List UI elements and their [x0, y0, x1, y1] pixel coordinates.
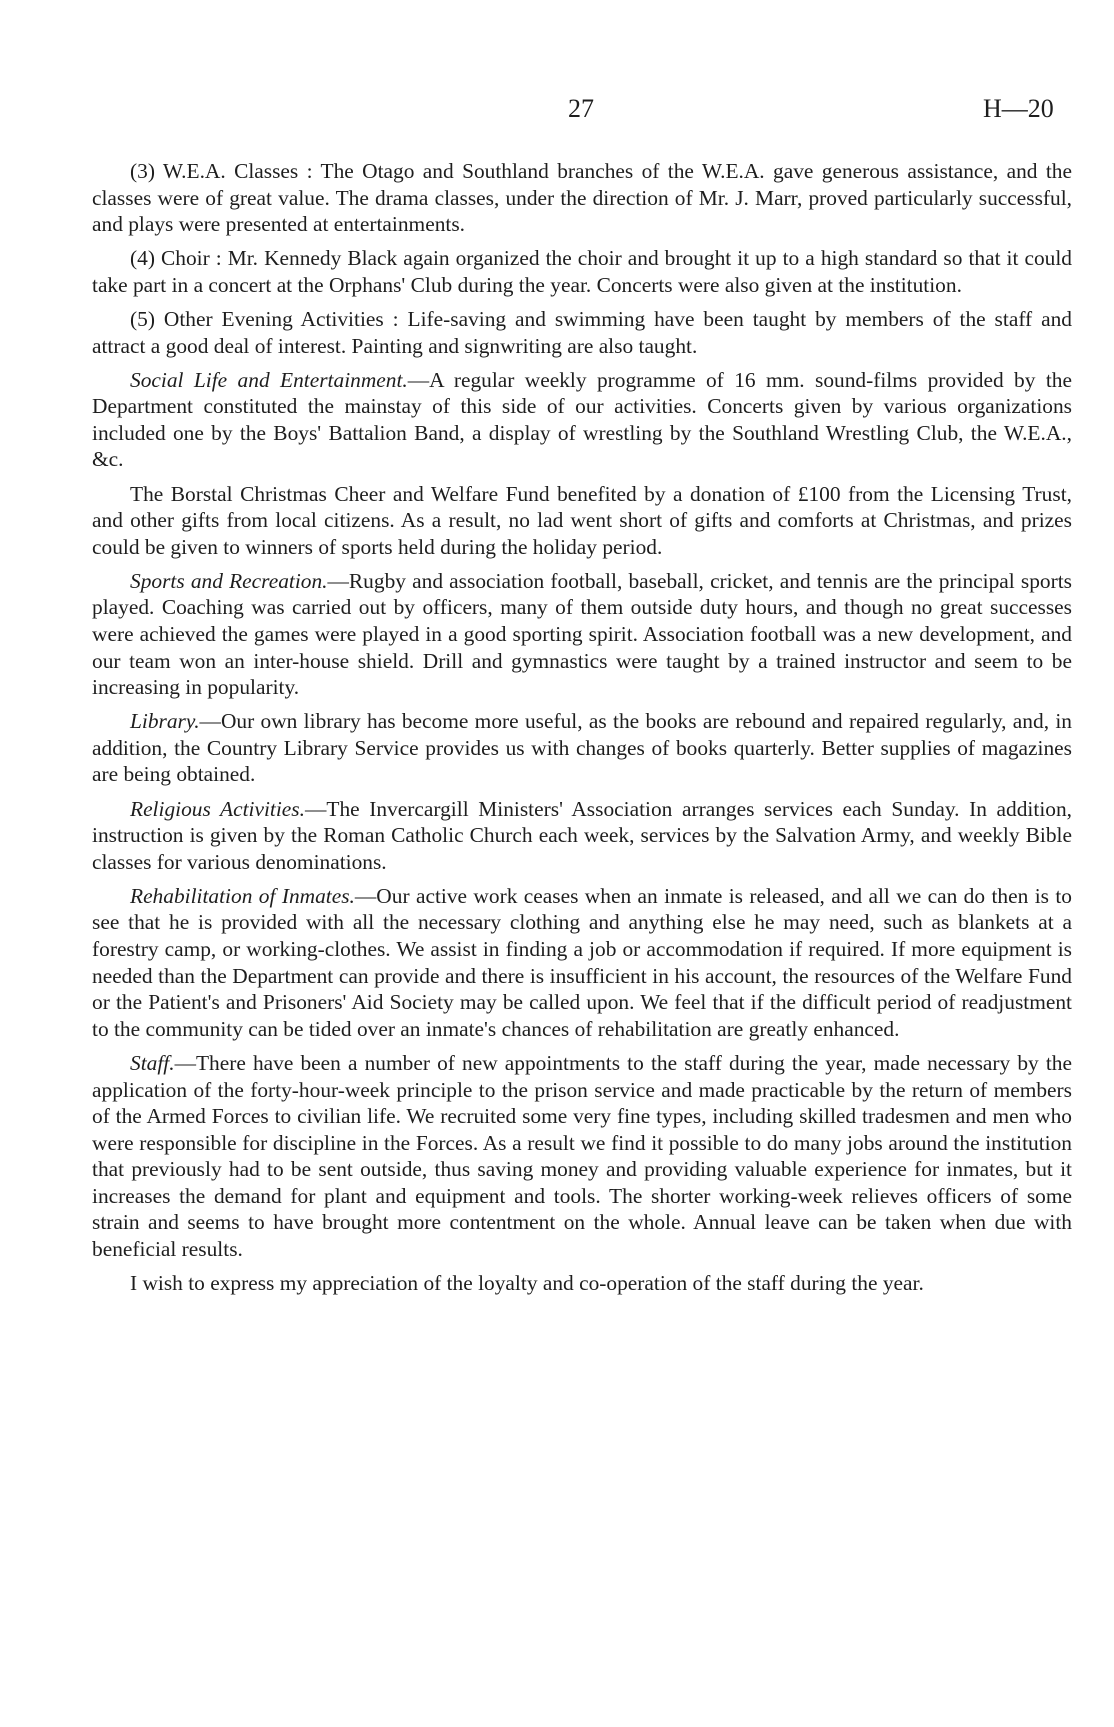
- paragraph-heading: Sports and Recreation.: [130, 568, 328, 593]
- paragraph-religious: [92, 796, 1072, 876]
- paragraph-text: The Borstal Christmas Cheer and Welfare Fund benefited by a donation of £100 from the Licensing Trust, and other gifts from local citizens. As a result, no lad went short of gifts and comforts at Christmas, and prizes could be given to winners of sports held during the holiday period.: [92, 481, 1072, 559]
- paragraph-text: (4) Choir : Mr. Kennedy Black again organized the choir and brought it up to a high standard so that it could take part in a concert at the Orphans' Club during the year. Concerts were also given at the institution.: [92, 246, 1072, 297]
- paragraph-christmas-fund: [92, 481, 1072, 561]
- paragraph-social-life: [92, 367, 1072, 473]
- paragraph-heading: Religious Activities.: [130, 796, 305, 821]
- page-header: [0, 94, 1114, 126]
- paragraph-heading: Staff.: [130, 1050, 175, 1075]
- paragraph-text: —A regular weekly programme of 16 mm. sound-films provided by the Department constituted the mainstay of this side of our activities. Concerts given by various organizations included one by the Boys' Battalion Band, a display of wrestling by the Southland Wrestling Club, the W.E.A., &c.: [92, 367, 1072, 472]
- paragraph-text: —There have been a number of new appointments to the staff during the year, made necessary by the application of the forty-hour-week principle to the prison service and made practicable by the return of members of the Armed Forces to civilian life. We recruited some very fine types, including skilled tradesmen and men who were responsible for discipline in the Forces. As a result we find it possible to do many jobs around the institution that previously had to be sent outside, thus saving money and providing valuable experience for inmates, but it increases the demand for plant and equipment and tools. The shorter working-week relieves officers of some strain and seems to have brought more contentment on the whole. Annual leave can be taken when due with beneficial results.: [92, 1050, 1072, 1262]
- page-number: 27: [568, 94, 594, 123]
- paragraph-sports: [92, 568, 1072, 701]
- paragraph-text: (3) W.E.A. Classes : The Otago and Southland branches of the W.E.A. gave generous assistance, and the classes were of great value. The drama classes, under the direction of Mr. J. Marr, proved particularly successful, and plays were presented at entertainments.: [92, 159, 1072, 237]
- paragraph-library: [92, 708, 1072, 788]
- report-body: [92, 158, 1072, 1297]
- paragraph-text: —Our active work ceases when an inmate is released, and all we can do then is to see that he is provided with all the necessary clothing and anything else he may need, such as blankets at a forestry camp, or working-clothes. We assist in finding a job or accommodation if required. If more equipment is needed than the Department can provide and there is insufficient in his account, the resources of the Welfare Fund or the Patient's and Prisoners' Aid Society may be called upon. We feel that if the difficult period of readjustment to the community can be tided over an inmate's chances of rehabilitation are greatly enhanced.: [92, 883, 1073, 1041]
- paragraph-heading: Social Life and Entertainment.: [130, 367, 408, 392]
- paragraph-choir: [92, 245, 1072, 298]
- paragraph-text: —The Invercargill Ministers' Association arranges services each Sunday. In addition, instruction is given by the Roman Catholic Church each week, services by the Salvation Army, and weekly Bible classes for various denominations.: [92, 796, 1072, 874]
- paragraph-evening-activities: [92, 306, 1072, 359]
- paragraph-staff: [92, 1050, 1072, 1263]
- paragraph-text: (5) Other Evening Activities : Life-saving and swimming have been taught by members of the staff and attract a good deal of interest. Painting and signwriting are also taught.: [92, 306, 1072, 358]
- paragraph-text: —Our own library has become more useful, as the books are rebound and repaired regularly, and, in addition, the Country Library Service provides us with changes of books quarterly. Better supplies of magazines are being obtained.: [92, 709, 1072, 787]
- paragraph-rehabilitation: [92, 883, 1072, 1043]
- paragraph-wea-classes: [92, 158, 1072, 238]
- paragraph-text: I wish to express my appreciation of the loyalty and co-operation of the staff during the year.: [130, 1271, 924, 1296]
- paragraph-text: —Rugby and association football, baseball, cricket, and tennis are the principal sports played. Coaching was carried out by officers, many of them outside duty hours, and though no great successes were achieved the games were played in a good sporting spirit. Association football was a new development, and our team won an inter-house shield. Drill and gymnastics were taught by a trained instructor and seem to be increasing in popularity.: [92, 568, 1072, 700]
- paragraph-heading: Library.: [130, 709, 200, 734]
- paragraph-heading: Rehabilitation of Inmates.: [130, 883, 355, 908]
- paragraph-appreciation: [92, 1270, 1072, 1297]
- document-code: H—20: [983, 94, 1054, 123]
